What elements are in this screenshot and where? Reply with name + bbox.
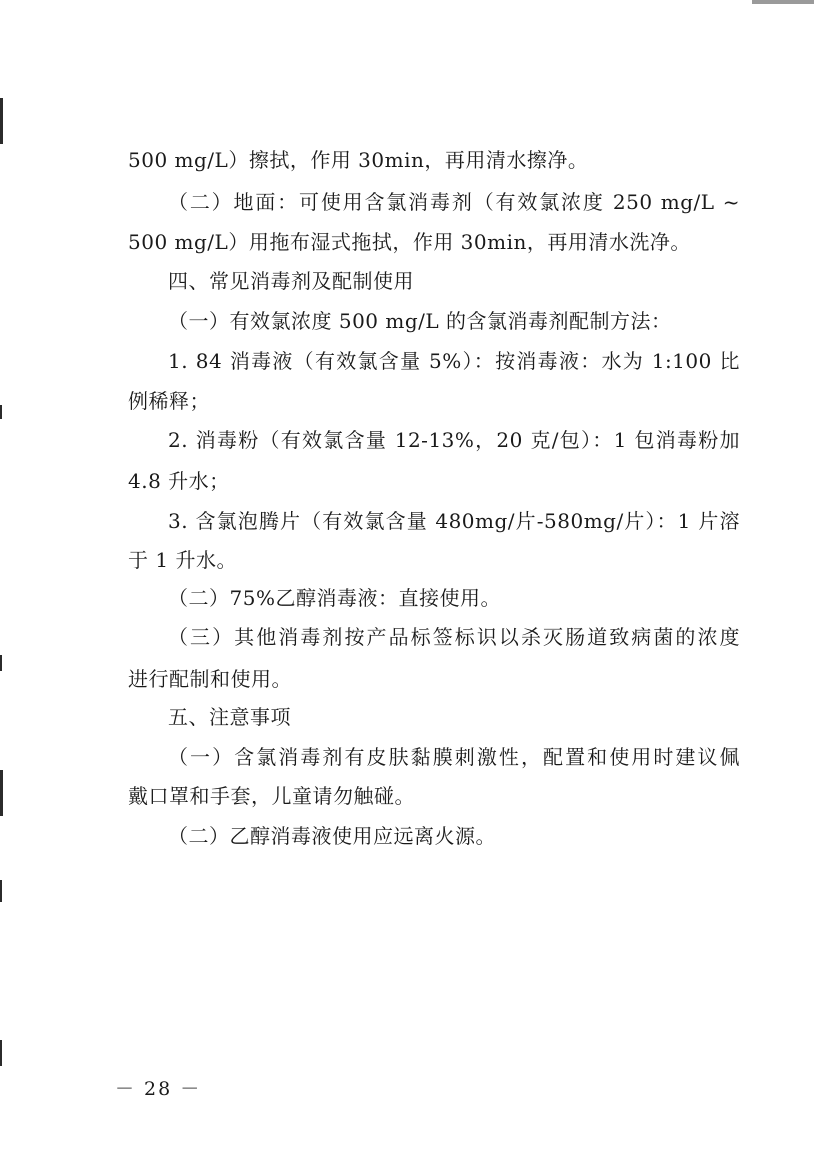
body-line: （二）地面：可使用含氯消毒剂（有效氯浓度 250 mg/L ~	[168, 190, 740, 214]
body-line: （一）含氯消毒剂有皮肤黏膜刺激性，配置和使用时建议佩	[168, 745, 740, 769]
body-line: 2. 消毒粉（有效氯含量 12-13%，20 克/包）：1 包消毒粉加	[168, 428, 740, 452]
body-line: （二）75%乙醇消毒液：直接使用。	[168, 586, 501, 610]
page-number: － 28 －	[115, 1078, 202, 1100]
body-line: （三）其他消毒剂按产品标签标识以杀灭肠道致病菌的浓度	[168, 625, 740, 649]
body-line: 戴口罩和手套，儿童请勿触碰。	[128, 784, 415, 808]
scan-edge-mark	[0, 405, 2, 419]
body-line: 4.8 升水；	[128, 469, 230, 493]
body-line: 3. 含氯泡腾片（有效氯含量 480mg/片-580mg/片）：1 片溶	[168, 509, 740, 533]
scan-edge-mark	[0, 1040, 2, 1066]
body-line: 1. 84 消毒液（有效氯含量 5%）：按消毒液：水为 1:100 比	[168, 349, 740, 373]
body-line: 500 mg/L）用拖布湿式拖拭，作用 30min，再用清水洗净。	[128, 230, 691, 254]
scan-edge-mark	[0, 655, 2, 671]
scan-edge-mark	[752, 0, 814, 4]
scan-edge-mark	[0, 880, 2, 902]
section-heading: 五、注意事项	[168, 705, 291, 729]
scan-edge-mark	[0, 770, 3, 816]
body-line: （一）有效氯浓度 500 mg/L 的含氯消毒剂配制方法：	[168, 309, 672, 333]
body-line: 进行配制和使用。	[128, 667, 292, 691]
body-line: 于 1 升水。	[128, 548, 237, 572]
body-line: （二）乙醇消毒液使用应远离火源。	[168, 824, 496, 848]
body-line: 例稀释；	[128, 389, 210, 413]
section-heading: 四、常见消毒剂及配制使用	[168, 269, 414, 293]
scan-edge-mark	[0, 98, 3, 144]
body-line: 500 mg/L）擦拭，作用 30min，再用清水擦净。	[128, 148, 589, 172]
